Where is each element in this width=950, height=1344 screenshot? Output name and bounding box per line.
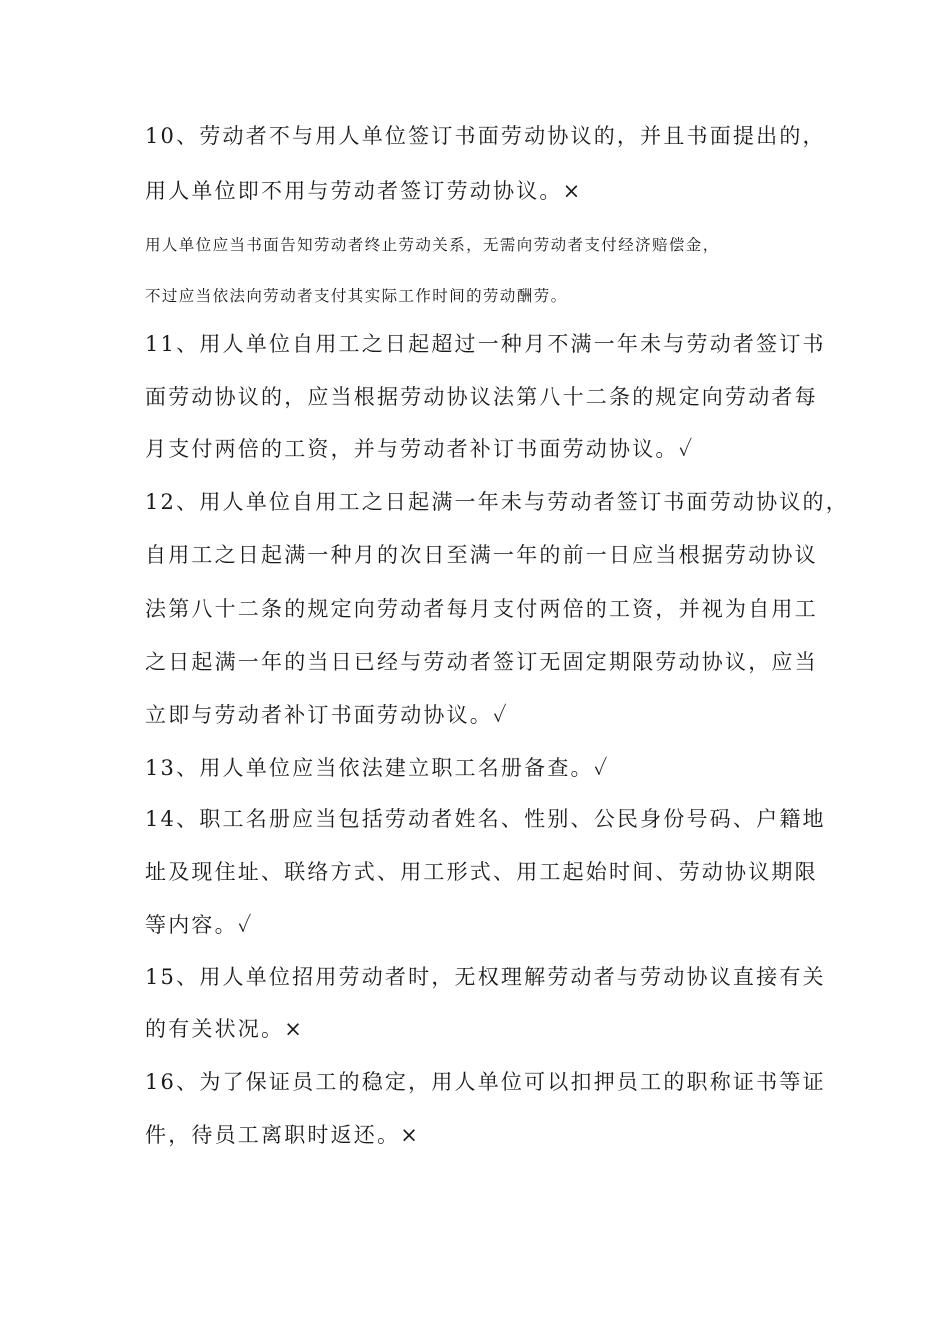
q12-line-4: 之日起满一年的当日已经与劳动者签订无固定期限劳动协议，应当	[145, 650, 818, 674]
q11-line-3: 月支付两倍的工资，并与劳动者补订书面劳动协议。✓	[145, 437, 695, 461]
q15-line-1: 15、用人单位招用劳动者时，无权理解劳动者与劳动协议直接有关	[145, 965, 826, 989]
q11-line-2: 面劳动协议的，应当根据劳动协议法第八十二条的规定向劳动者每	[145, 385, 818, 409]
q12-line-2: 自用工之日起满一种月的次日至满一年的前一日应当根据劳动协议	[145, 543, 818, 567]
q12-line-1: 12、用人单位自用工之日起满一年未与劳动者签订书面劳动协议的，	[145, 490, 849, 514]
q12-line-3: 法第八十二条的规定向劳动者每月支付两倍的工资，并视为自用工	[145, 597, 818, 621]
q14-line-3: 等内容。✓	[145, 913, 254, 937]
q10-note-line-2: 不过应当依法向劳动者支付其实际工作时间的劳动酬劳。	[145, 287, 568, 305]
q15-line-2: 的有关状况。×	[145, 1017, 304, 1041]
q10-line-2: 用人单位即不用与劳动者签订劳动协议。×	[145, 179, 583, 203]
q11-line-1: 11、用人单位自用工之日起超过一种月不满一年未与劳动者签订书	[145, 332, 826, 356]
q10-line-1: 10、劳动者不与用人单位签订书面劳动协议的，并且书面提出的，	[145, 124, 826, 148]
q12-line-5: 立即与劳动者补订书面劳动协议。✓	[145, 703, 509, 727]
q10-note-line-1: 用人单位应当书面告知劳动者终止劳动关系，无需向劳动者支付经济赔偿金，	[145, 236, 720, 254]
q13-line-1: 13、用人单位应当依法建立职工名册备查。✓	[145, 756, 610, 780]
q14-line-1: 14、职工名册应当包括劳动者姓名、性别、公民身份号码、户籍地	[145, 807, 826, 831]
q16-line-1: 16、为了保证员工的稳定，用人单位可以扣押员工的职称证书等证	[145, 1070, 826, 1094]
q16-line-2: 件，待员工离职时返还。×	[145, 1123, 420, 1147]
q14-line-2: 址及现住址、联络方式、用工形式、用工起始时间、劳动协议期限	[145, 860, 818, 884]
